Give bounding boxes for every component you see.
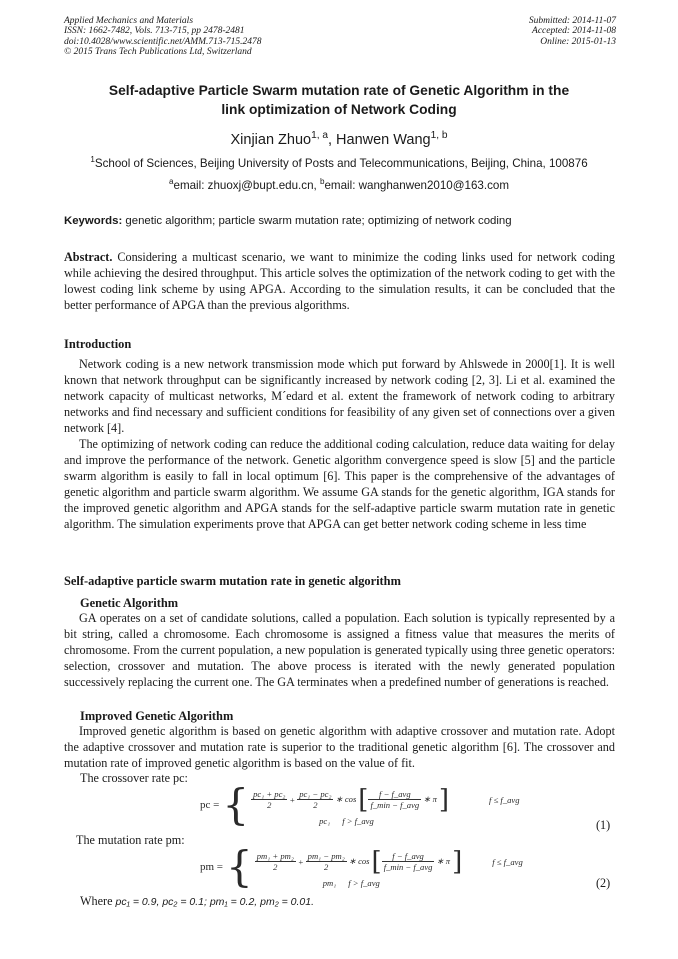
eq1-condition-2: f > f_avg: [342, 815, 374, 826]
introduction-paragraph-1: Network coding is a new network transmission mode which put forward by Ahlswede in 2000[1]. It is well known that network throughput can be significantly increased by network coding [2, 3]. Li et al. examined the network capacity of multicast networks, M´edard et al. extent the framework of network coding to arbitrary networks and find necessary and sufficient conditions for feasibility of any given set of connections over a given network [4].: [64, 357, 615, 435]
equation-1-number: (1): [596, 818, 611, 832]
title-line-2: link optimization of Network Coding: [221, 101, 457, 117]
iga-paragraph: Improved genetic algorithm is based on genetic algorithm with adaptive crossover and mutation rate. Adopt the adaptive crossover and mutation rate is superior to the traditional genetic algorithm [6]. The crossover and mutation rate of improved genetic algorithm is based on the value of fit.: [64, 724, 615, 770]
journal-info: [64, 16, 261, 57]
authors: [0, 132, 678, 148]
email-b-mark: b: [319, 177, 325, 187]
eq2-cos: ∗ cos: [348, 856, 370, 866]
abstract: [64, 250, 615, 314]
abstract-text: Considering a multicast scenario, we want to minimize the coding links used for network coding while achieving the desired throughput. This article solves the optimization of the network coding to get with the lowest coding link scheme by using APGA. According to the simulation results, it can be concluded that the better performance of APGA than the previous algorithms.: [64, 250, 615, 312]
eq2-condition-1: f ≤ f_avg: [492, 856, 523, 867]
author-1-affil: 1, a: [311, 130, 328, 142]
eq2-condition-2: f > f_avg: [348, 877, 380, 888]
accepted-date: Accepted: 2014-11-08: [532, 26, 616, 37]
eq2-frac3-num: f − f_avg: [382, 851, 435, 862]
eq2-frac1-num: pm₁ + pm₂: [256, 851, 294, 861]
where-values: pc₁ = 0.9, pc₂ = 0.1; pm₁ = 0.2, pm₂ = 0.01.: [115, 896, 315, 908]
eq1-brace: {: [222, 780, 250, 829]
eq2-frac2-num: pm₁ − pm₂: [307, 851, 345, 861]
affiliation: [0, 157, 678, 170]
ga-paragraph: GA operates on a set of candidate solutions, called a population. Each solution is typically represented by a bit string, called a chromosome. Each chromosome is assigned a fitness value that measures the merits of chromosome. From the current population, a new population is generated typically using three genetic operators: selection, crossover and mutation. The above process is iterated with the newly generated population successively replacing the current one. The GA terminates when a predefined number of generations is reached.: [64, 611, 615, 689]
eq2-frac1-den: 2: [273, 862, 278, 872]
keywords-label: Keywords:: [64, 215, 123, 227]
email-b: email: wanghanwen2010@163.com: [324, 179, 509, 192]
equation-1: pc = { $\frac{\text{pc₁ + pc₂}}{2}$ + $\frac{\text{pc₁ − pc₂}}{2}$ ∗ cos [ $\frac{\text{f − f\_avg}}{\text{f\_min − f\_avg}}$ ∗ π ] f ≤ f_avg pc₁ f > f_avg: [200, 780, 520, 829]
keywords-text: genetic algorithm; particle swarm mutation rate; optimizing of network coding: [122, 215, 512, 227]
eq1-frac2-den: 2: [313, 800, 318, 810]
crossover-label: The crossover rate pc:: [80, 771, 188, 785]
introduction-heading: Introduction: [64, 337, 132, 351]
author-2: Hanwen Wang: [336, 132, 431, 148]
online-date: Online: 2015-01-13: [540, 36, 616, 47]
issn-line: ISSN: 1662-7482, Vols. 713-715, pp 2478-2481: [64, 26, 245, 37]
eq1-condition-1: f ≤ f_avg: [489, 794, 520, 805]
author-2-affil: 1, b: [430, 130, 448, 142]
paper-title: [40, 82, 638, 119]
mutation-label: The mutation rate pm:: [76, 833, 185, 847]
where-label: Where: [80, 894, 113, 908]
submitted-date: Submitted: 2014-11-07: [528, 16, 616, 26]
eq1-pi: ∗ π: [423, 794, 437, 804]
copyright-line: © 2015 Trans Tech Publications Ltd, Switzerland: [64, 46, 252, 57]
journal-name: Applied Mechanics and Materials: [64, 16, 194, 26]
eq1-frac3-num: f − f_avg: [368, 789, 421, 800]
title-line-1: Self-adaptive Particle Swarm mutation rate of Genetic Algorithm in the: [108, 83, 570, 98]
email-a-mark: a: [168, 177, 174, 187]
affiliation-text: School of Sciences, Beijing University of Posts and Telecommunications, Beijing, China, 100876: [94, 157, 588, 170]
abstract-label: Abstract.: [64, 250, 113, 264]
email-a: email: zhuoxj@bupt.edu.cn,: [173, 179, 320, 192]
introduction-paragraph-2: The optimizing of network coding can reduce the additional coding calculation, reduce data waiting for delay and improve the performance of the network. Genetic algorithm convergence speed is slow [5] and the particle swarm algorithm is easily to fall in local optimum [6]. This paper is the comprehensive of the advantages of genetic algorithm and particle swarm algorithm. We assume GA stands for the genetic algorithm, IGA stands for the improved genetic algorithm and APGA stands for the self-adaptive particle swarm mutation rate in genetic algorithm. The simulation experiments prove that APGA can get better network coding scheme in less time: [64, 437, 615, 531]
where-line: [80, 894, 314, 909]
eq1-frac3-den: f_min − f_avg: [370, 800, 420, 810]
author-separator: ,: [327, 132, 337, 148]
keywords: [64, 215, 624, 227]
doi-line: doi:10.4028/www.scientific.net/AMM.713-715.2478: [64, 36, 262, 47]
eq1-frac1-den: 2: [267, 800, 272, 810]
equation-2: pm = { $\frac{\text{pm₁ + pm₂}}{2}$ + $\frac{\text{pm₁ − pm₂}}{2}$ ∗ cos [ $\frac{\text{f − f\_avg}}{\text{f\_min − f\_avg}}$ ∗ π ] f ≤ f_avg pm₁ f > f_avg: [200, 842, 523, 891]
iga-heading: Improved Genetic Algorithm: [80, 709, 234, 723]
eq2-frac2-den: 2: [324, 862, 329, 872]
eq2-plus: +: [297, 856, 304, 867]
section-heading: Self-adaptive particle swarm mutation rate in genetic algorithm: [64, 574, 401, 588]
eq1-lhs: pc =: [200, 799, 220, 811]
ga-heading: Genetic Algorithm: [80, 596, 179, 610]
eq1-frac2-num: pc₁ − pc₂: [299, 789, 332, 799]
eq1-cos: ∗ cos: [335, 794, 357, 804]
eq2-pi: ∗ π: [436, 856, 451, 866]
eq1-plus: +: [289, 794, 296, 805]
eq1-row2-value: pc₁: [319, 815, 331, 826]
eq2-lhs: pm =: [200, 861, 224, 873]
eq1-frac1-num: pc₁ + pc₂: [253, 789, 286, 799]
eq2-brace: {: [226, 842, 253, 891]
affiliation-mark: 1: [90, 155, 95, 165]
equation-2-number: (2): [596, 876, 611, 890]
eq2-frac3-den: f_min − f_avg: [383, 862, 433, 872]
emails: [0, 179, 678, 192]
author-1: Xinjian Zhuo: [230, 132, 312, 148]
eq2-row2-value: pm₁: [322, 877, 337, 888]
dates-info: [529, 16, 616, 47]
